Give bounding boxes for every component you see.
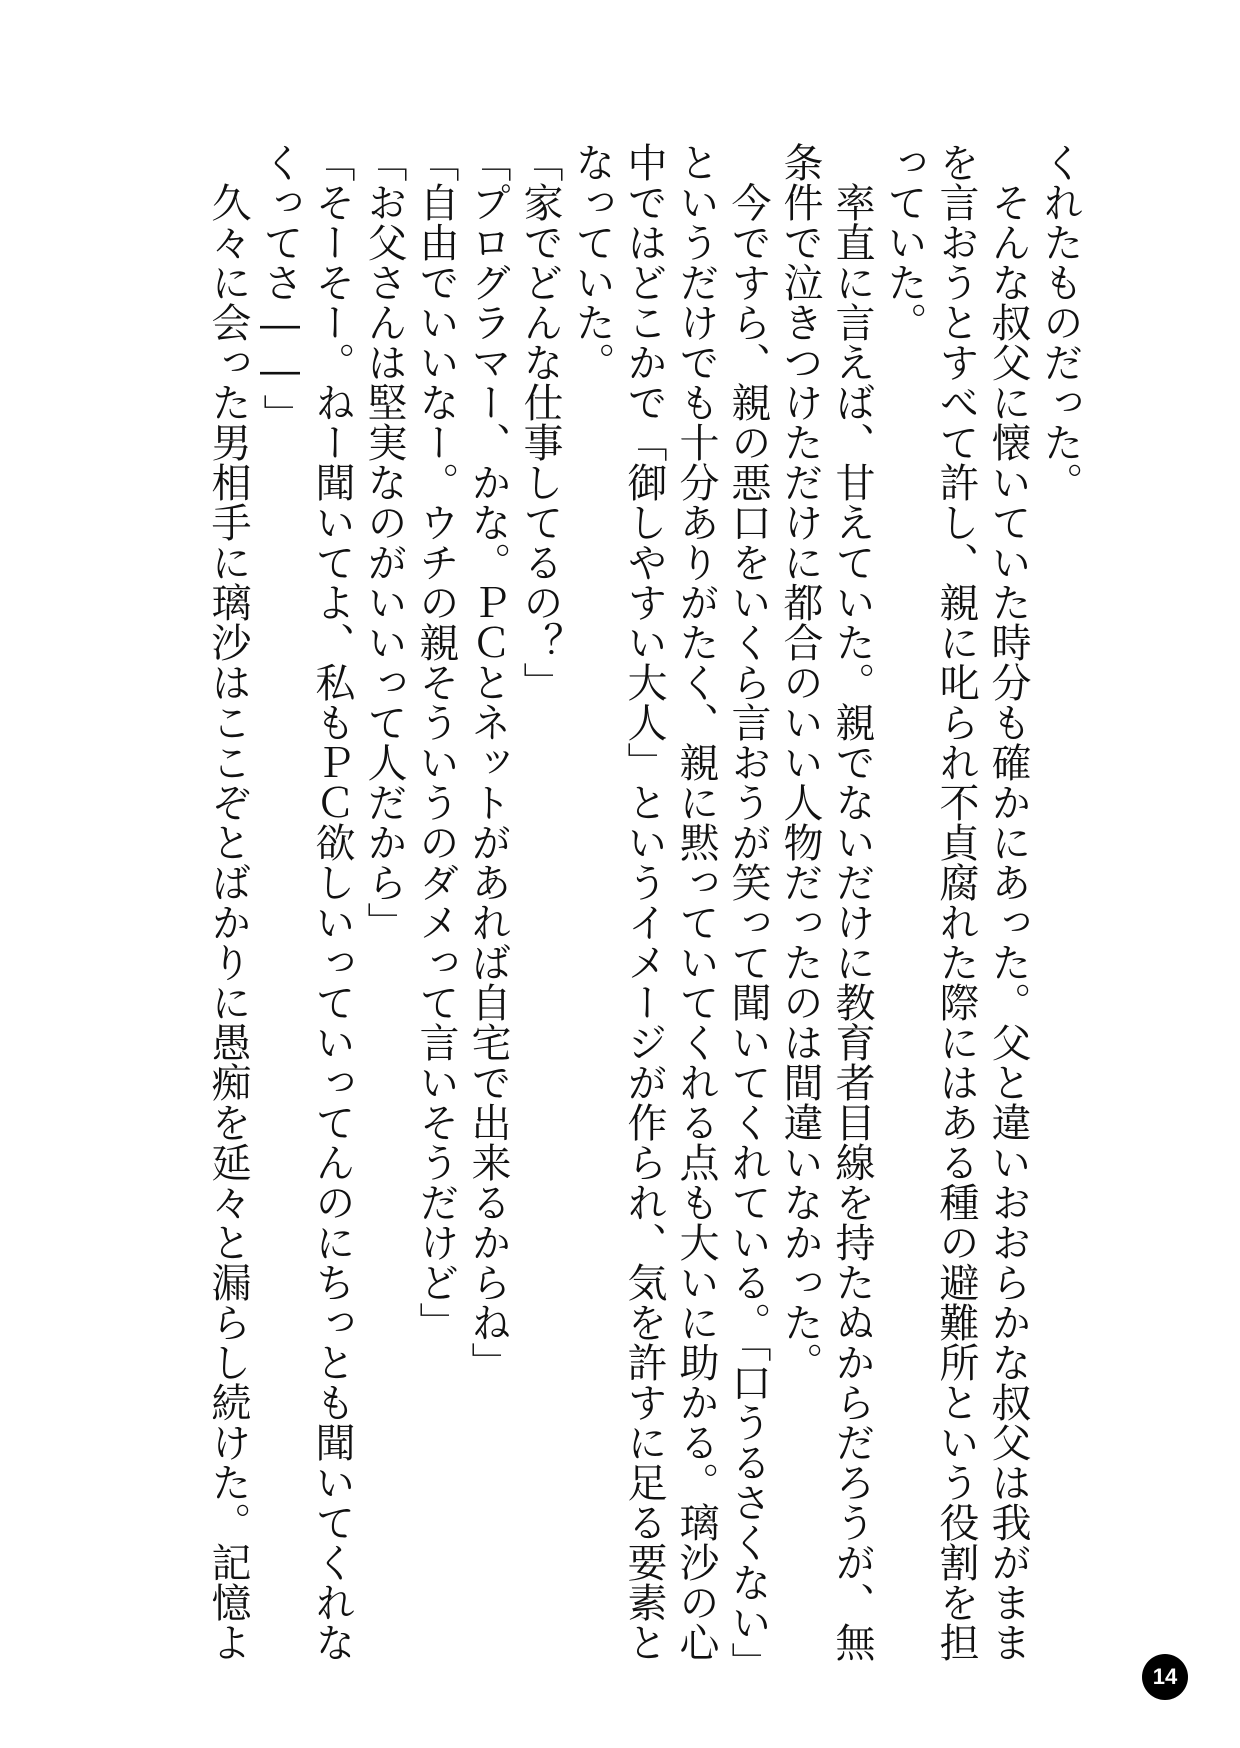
text-line: 久々に会った男相手に璃沙はここぞとばかりに愚痴を延々と漏らし続けた。記憶よ bbox=[205, 142, 251, 1662]
text-line: なっていた。 bbox=[569, 142, 615, 382]
text-line: を言おうとすべて許し、親に叱られ不貞腐れた際にはある種の避難所という役割を担 bbox=[933, 142, 979, 1662]
vertical-text-body bbox=[202, 142, 1086, 1682]
text-line: 「お父さんは堅実なのがいいって人だから」 bbox=[361, 142, 407, 942]
text-line: そんな叔父に懐いていた時分も確かにあった。父と違いおおらかな叔父は我がまま bbox=[985, 142, 1031, 1662]
text-line: 「そーそー。ねー聞いてよ、私もＰＣ欲しいっていってんのにちっとも聞いてくれな bbox=[309, 142, 355, 1662]
page-number-badge: 14 bbox=[1142, 1654, 1188, 1700]
text-line: 「自由でいいなー。ウチの親そういうのダメって言いそうだけど」 bbox=[413, 142, 459, 1342]
text-line: 今ですら、親の悪口をいくら言おうが笑って聞いてくれている。「口うるさくない」 bbox=[725, 142, 771, 1682]
text-line: くれたものだった。 bbox=[1037, 142, 1083, 502]
text-line: というだけでも十分ありがたく、親に黙っていてくれる点も大いに助かる。璃沙の心 bbox=[673, 142, 719, 1662]
text-line: 中ではどこかで「御しやすい大人」というイメージが作られ、気を許すに足る要素と bbox=[621, 142, 667, 1662]
text-line: 「家でどんな仕事してるの？」 bbox=[517, 142, 563, 702]
text-line: 率直に言えば、甘えていた。親でないだけに教育者目線を持たぬからだろうが、無 bbox=[829, 142, 875, 1662]
text-line: 条件で泣きつけただけに都合のいい人物だったのは間違いなかった。 bbox=[777, 142, 823, 1382]
text-line: くってさ――」 bbox=[257, 142, 303, 434]
text-line: 「プログラマー、かな。ＰＣとネットがあれば自宅で出来るからね」 bbox=[465, 142, 511, 1382]
text-line: っていた。 bbox=[881, 142, 927, 342]
